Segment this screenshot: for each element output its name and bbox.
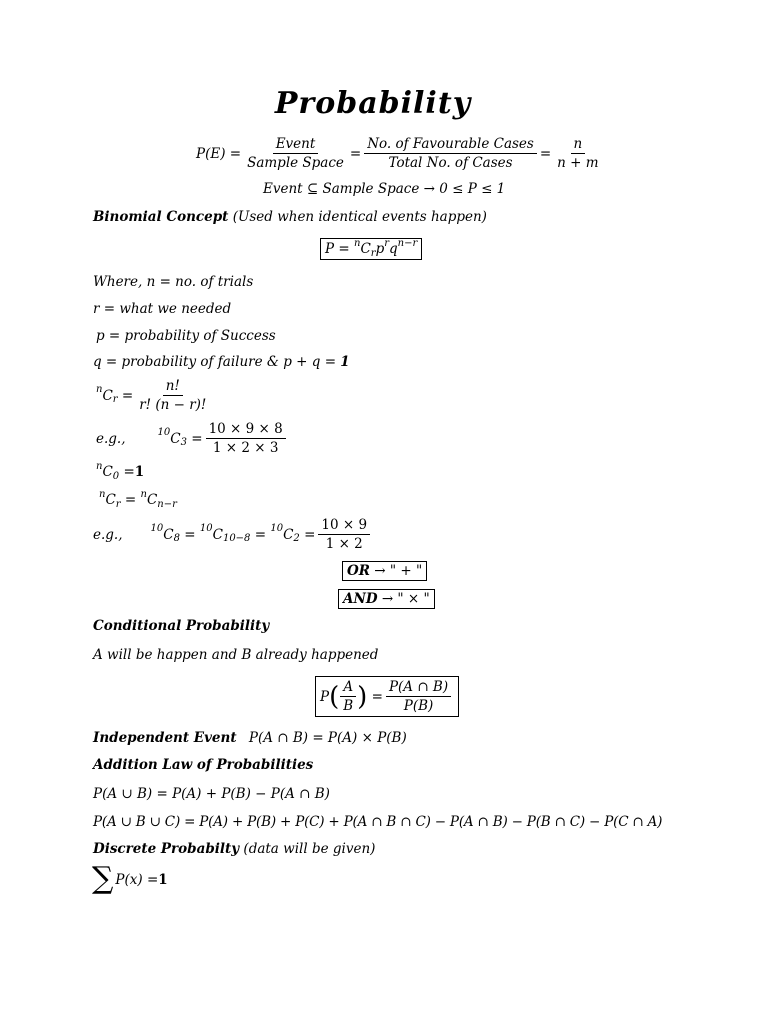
subscript: r [112, 394, 118, 405]
addition-formula-two: P(A ∪ B) = P(A) + P(B) − P(A ∩ B) [93, 786, 330, 802]
conditional-heading: Conditional Probability [93, 618, 270, 634]
equals-sign: = [121, 387, 134, 404]
fraction-denominator: Sample Space [247, 155, 344, 171]
formula-text: C [102, 464, 113, 480]
fraction-denominator: 1 × 2 [325, 536, 363, 552]
fraction-event [244, 136, 347, 171]
probability-definition [196, 136, 605, 171]
formula-text: C [283, 526, 294, 543]
addition-heading: Addition Law of Probabilities [93, 757, 314, 773]
fraction-denominator: 1 × 2 × 3 [212, 440, 279, 456]
equals-sign: = [349, 145, 362, 162]
superscript: n [140, 488, 147, 500]
or-word: OR [347, 563, 370, 579]
page-title: Probability [274, 86, 472, 121]
and-rule-box [338, 589, 435, 609]
subscript: n−r [157, 498, 177, 510]
superscript: n [353, 237, 361, 249]
binomial-note: (Used when identical events happen) [232, 209, 487, 225]
example-2-fraction [318, 517, 370, 552]
fraction-numerator: n! [163, 378, 183, 396]
equals-sign: = [371, 688, 383, 705]
discrete-heading-line [93, 841, 375, 857]
subscript: 2 [293, 533, 300, 544]
formula-text: C [360, 241, 371, 257]
formula-text: P = [325, 241, 350, 257]
example-label: e.g., [96, 430, 126, 447]
definition-p: p = probability of Success [96, 328, 276, 344]
and-rule: → " × " [377, 591, 430, 607]
summation-symbol: ∑ [92, 861, 114, 896]
fraction-numerator: Event [273, 136, 319, 154]
discrete-heading: Discrete Probabilty [93, 841, 240, 857]
fraction-numerator: 10 × 9 × 8 [206, 421, 286, 439]
ncr-formula [96, 378, 212, 413]
formula-text: C [212, 526, 223, 543]
equals-sign: = [539, 145, 552, 162]
subscript: r [370, 247, 376, 259]
fraction-numerator: A [340, 679, 356, 697]
addition-formula-three: P(A ∪ B ∪ C) = P(A) + P(B) + P(C) + P(A ∩ B ∩ C) − P(A ∩ B) − P(B ∩ C) − P(C ∩ A) [93, 814, 663, 830]
definition-n: Where, n = no. of trials [93, 274, 254, 290]
conditional-fraction [386, 679, 451, 714]
subscript: 8 [173, 533, 180, 544]
formula-text: q [389, 241, 398, 257]
definition-r: r = what we needed [93, 301, 232, 317]
superscript: 10 [199, 523, 213, 534]
subscript: r [115, 498, 121, 510]
equals-sign: = [124, 492, 137, 508]
formula-text: P [320, 688, 330, 705]
or-rule: → " + " [369, 563, 423, 579]
fraction-numerator: 10 × 9 [318, 517, 370, 535]
pe-lhs: P(E) = [196, 145, 242, 162]
definition-q-text: q = probability of failure & p + q = [93, 354, 341, 370]
formula-text: C [170, 430, 181, 447]
right-paren: ) [357, 681, 368, 712]
binomial-heading-line [93, 209, 487, 225]
discrete-note: (data will be given) [243, 841, 376, 857]
nc0-value: 1 [134, 464, 145, 480]
formula-text: C [102, 387, 113, 404]
left-paren: ( [329, 681, 340, 712]
fraction-denominator: P(B) [403, 698, 434, 714]
example-2 [93, 517, 373, 552]
superscript: 10 [150, 523, 164, 534]
conditional-formula-box [315, 676, 459, 717]
and-word: AND [343, 591, 378, 607]
fraction-numerator: P(A ∩ B) [386, 679, 451, 697]
superscript: n [96, 384, 103, 395]
formula-text: C [105, 492, 116, 508]
equals-sign: = [254, 526, 267, 543]
subscript: 3 [180, 437, 187, 448]
binomial-heading: Binomial Concept [93, 209, 229, 225]
definition-q [93, 354, 350, 370]
binomial-formula-box [320, 238, 422, 260]
subscript: 10−8 [222, 533, 251, 544]
equals-sign: = [304, 526, 316, 543]
fraction-numerator: No. of Favourable Cases [364, 136, 537, 154]
example-1-fraction [206, 421, 286, 456]
ncr-symmetry [99, 488, 177, 510]
superscript: n [99, 488, 106, 500]
conditional-description: A will be happen and B already happened [93, 647, 379, 663]
fraction-numerator: n [571, 136, 586, 154]
example-1 [96, 421, 289, 456]
event-range: Event ⊆ Sample Space → 0 ≤ P ≤ 1 [263, 181, 506, 197]
equals-sign: = [184, 526, 196, 543]
subscript: 0 [112, 470, 120, 482]
fraction-denominator: Total No. of Cases [388, 155, 513, 171]
equals-sign: = [123, 464, 135, 480]
a-given-b-fraction [340, 679, 356, 714]
independent-heading: Independent Event [93, 730, 237, 746]
superscript: r [384, 237, 389, 249]
superscript: n [96, 460, 103, 472]
discrete-sum-value: 1 [158, 871, 168, 888]
formula-text: p [375, 241, 385, 257]
definition-q-value: 1 [340, 354, 350, 370]
fraction-denominator: n + m [557, 155, 599, 171]
superscript: 10 [157, 427, 171, 438]
independent-formula: P(A ∩ B) = P(A) × P(B) [248, 730, 407, 746]
equals-sign: = [191, 430, 203, 447]
fraction-cases [364, 136, 537, 171]
formula-text: C [163, 526, 174, 543]
independent-event-line [93, 730, 407, 746]
example-label: e.g., [93, 526, 123, 543]
superscript: 10 [270, 523, 284, 534]
fraction-denominator: r! (n − r)! [139, 397, 207, 413]
formula-text: C [146, 492, 158, 508]
ncr-fraction [136, 378, 209, 413]
nc0-formula [96, 460, 145, 482]
discrete-sum-formula [92, 862, 168, 897]
or-rule-box [342, 561, 427, 581]
formula-text: P(x) = [115, 871, 159, 888]
superscript: n−r [397, 237, 418, 249]
fraction-denominator: B [343, 698, 354, 714]
fraction-n [554, 136, 601, 171]
